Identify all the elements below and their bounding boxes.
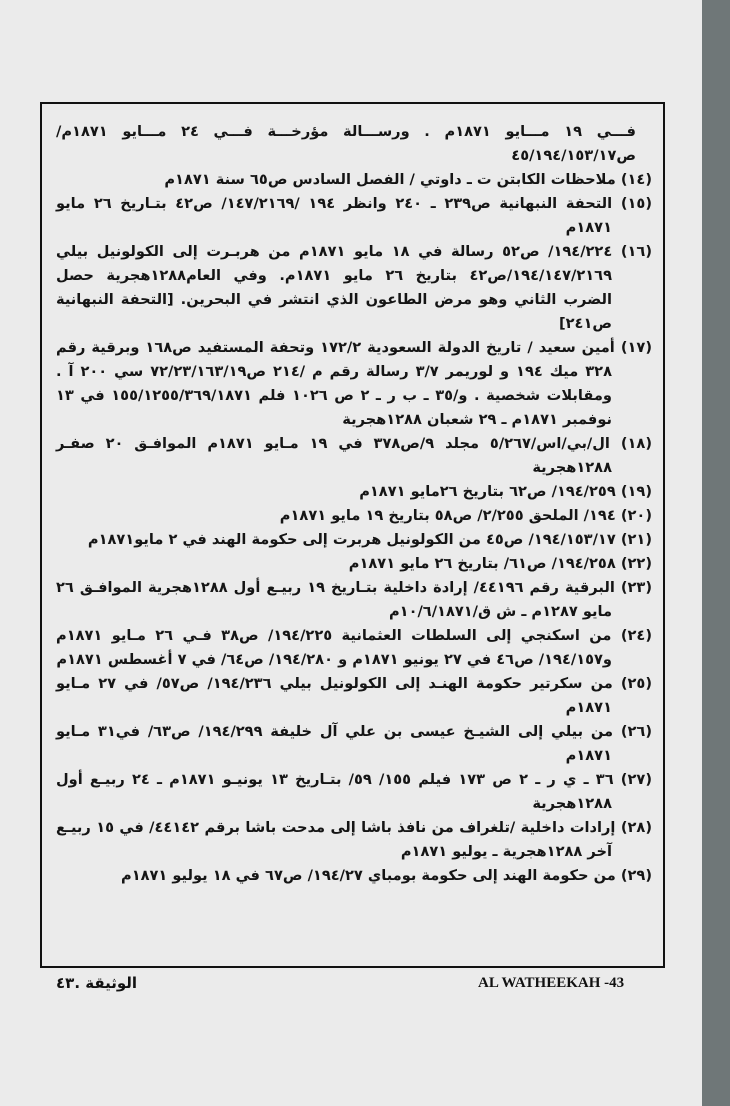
footnote-item: (٢٤) من اسكنجي إلى السلطات العثمانية ١٩٤/٢٢٥/ ص٣٨ فـي ٢٦ مـايو ١٨٧١م و١٩٤/١٥٧/ ص٤٦ في ٢٧ يونيو ١٨٧١م و ١٩٤/٢٨٠/ ص٦٤/ في ٧ أغسطس ١٨٧١م xyxy=(56,627,653,668)
footnote-item: (٢٧) ٣٦ ـ ي ر ـ ٢ ص ١٧٣ فيلم ١٥٥/ ٥٩/ بتـاريخ ١٣ يونيـو ١٨٧١م ـ ٢٤ ربيـع أول ١٢٨٨هجرية xyxy=(56,771,652,812)
footnote-item: (٢٩) من حكومة الهند إلى حكومة بومباي ١٩٤/٢٧/ ص٦٧ في ١٨ يوليو ١٨٧١م xyxy=(120,867,652,884)
footnote-item: (٢٣) البرقية رقم ٤٤١٩٦/ إرادة داخلية بتـاريخ ١٩ ربيـع أول ١٢٨٨هجرية الموافـق ٢٦ مايو ١٢٨٧م ـ ش ق/١٠/٦/١٨٧١م xyxy=(56,579,652,620)
footnote-item: فـــي ١٩ مـــايو ١٨٧١م . ورســـالة مؤرخـــة فـــي ٢٤ مـــايو ١٨٧١م/ ص٤٥/١٩٤/١٥٣/١٧ xyxy=(56,123,636,164)
footnote-item: (٢٢) ١٩٤/٢٥٨/ ص٦١/ بتاريخ ٢٦ مايو ١٨٧١م xyxy=(348,555,652,572)
footnote-item: (٢٦) من بيلي إلى الشيـخ عيسى بن علي آل خليفة ١٩٤/٢٩٩/ ص٦٣/ في٣١ مـايو ١٨٧١م xyxy=(56,723,652,764)
footnote-item: (١٤) ملاحظات الكابتن ت ـ داوتي / الفصل السادس ص٦٥ سنة ١٨٧١م xyxy=(164,171,652,188)
footnotes-list xyxy=(56,120,652,888)
book-spine-edge xyxy=(702,0,730,1106)
footnote-item: (١٧) أمين سعيد / تاريخ الدولة السعودية ١٧٢/٢ وتحفة المستفيد ص١٦٨ وبرقية رقم ٣٢٨ ميك ١٩٤ و لوريمر ٣/٧ رسالة رقم م /٢١٤ ص٧٢/٢٣/١٦٣/١٩ سي ٢٠٠ آ . ومقابلات شخصية . و/٣٥ ـ ب ر ـ ٢ ص ١٠٢٦ فلم ١٥٥/١٢٥٥/٣٦٩/١٨٧١ في ١٣ نوفمبر ١٨٧١م ـ ٢٩ شعبان ١٢٨٨هجرية xyxy=(56,339,652,428)
footnote-item: (١٥) التحفة النبهانية ص٢٣٩ ـ ٢٤٠ وانظر ١٩٤ /١٤٧/٢١٦٩/ ص٤٢ بتـاريخ ٢٦ مايو ١٨٧١م xyxy=(56,195,652,236)
footnote-item: (٢٠) ١٩٤/ الملحق ٢/٢٥٥/ ص٥٨ بتاريخ ١٩ مايو ١٨٧١م xyxy=(279,507,652,524)
footer-journal-title: AL WATHEEKAH -43 xyxy=(478,975,625,991)
footnote-item: (٢٨) إرادات داخلية /تلغراف من نافذ باشا إلى مدحت باشا برقم ٤٤١٤٢/ في ١٥ ربيـع آخر ١٢٨٨هجرية ـ يوليو ١٨٧١م xyxy=(56,819,652,860)
footer-journal-title-arabic: الوثيقة .٤٣ xyxy=(56,974,138,992)
footnote-item: (١٩) ١٩٤/٢٥٩/ ص٦٢ بتاريخ ٢٦مايو ١٨٧١م xyxy=(359,483,652,500)
footnote-item: (١٨) ال/بي/اس/٥/٢٦٧ مجلد ٩/ص٣٧٨ في ١٩ مـايو ١٨٧١م الموافـق ٢٠ صفـر ١٢٨٨هجرية xyxy=(56,435,652,476)
footnote-item: (١٦) ١٩٤/٢٢٤/ ص٥٢ رسالة في ١٨ مايو ١٨٧١م من هربـرت إلى الكولونيل بيلي ١٩٤/١٤٧/٢١٦٩/ص٤٢ بتاريخ ٢٦ مايو ١٨٧١م. وفي العام١٢٨٨هجرية حصل الضرب الثاني وهو مرض الطاعون الذي انتشر في البحرين. [التحفة النبهانية ص٢٤١] xyxy=(56,243,652,332)
footnote-item: (٢٥) من سكرتير حكومة الهنـد إلى الكولونيل بيلي ١٩٤/٢٣٦/ ص٥٧/ في ٢٧ مـايو ١٨٧١م xyxy=(56,675,653,716)
footnote-item: (٢١) ١٩٤/١٥٣/١٧/ ص٤٥ من الكولونيل هربرت إلى حكومة الهند في ٢ مايو١٨٧١م xyxy=(87,531,652,548)
